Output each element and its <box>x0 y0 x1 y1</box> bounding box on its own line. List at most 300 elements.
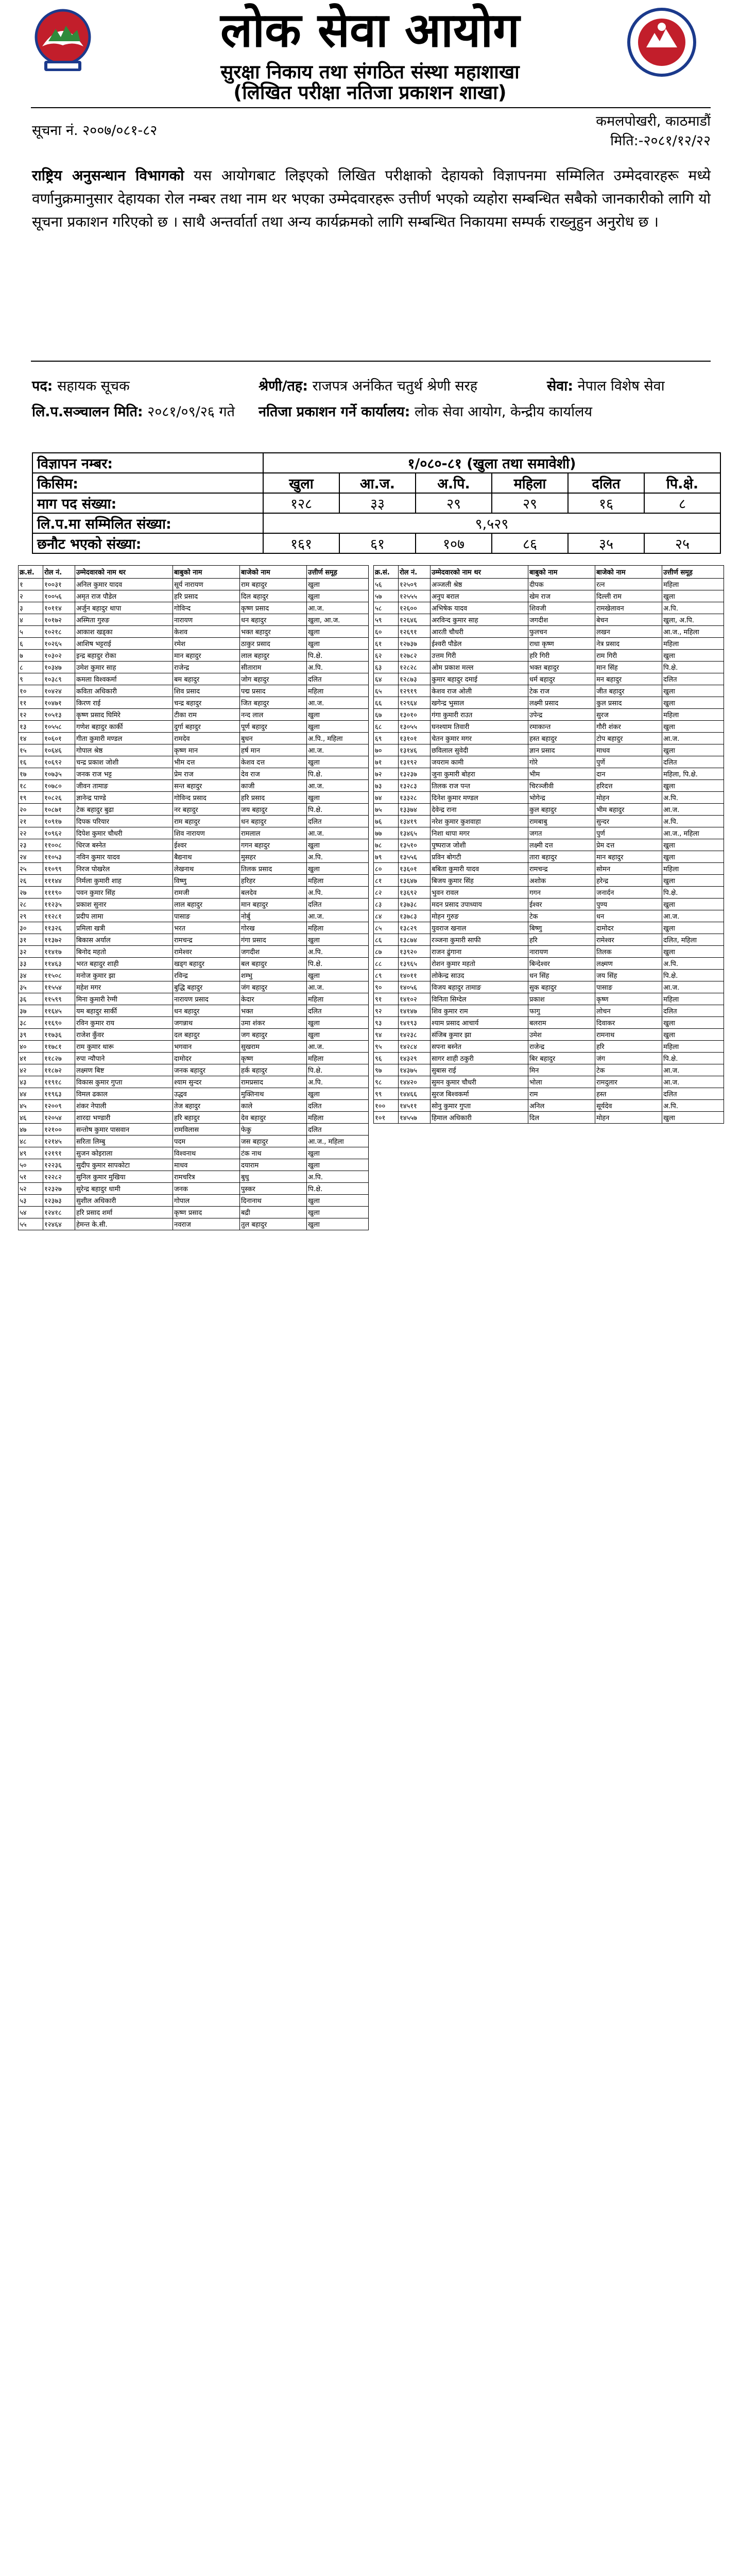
table-cell: १५ <box>19 744 43 756</box>
table-cell: ३ <box>19 602 43 614</box>
demand-label: माग पद संख्या: <box>32 493 263 513</box>
table-cell: रामचन्द्र <box>528 863 595 875</box>
table-cell: खुला <box>307 1017 369 1029</box>
table-cell: रामेश्वर <box>595 934 662 946</box>
table-cell: ३४ <box>19 970 43 981</box>
table-cell: मुसहर <box>240 851 307 863</box>
table-cell: माधव <box>595 744 662 756</box>
table-cell: जनार्दन <box>595 887 662 899</box>
table-cell: आ.ज., महिला <box>662 626 724 638</box>
table-cell: १३८२९ <box>399 922 431 934</box>
table-cell: खुला <box>307 1195 369 1207</box>
table-cell: १२८७३ <box>399 673 431 685</box>
table-cell: पासाङ <box>595 981 662 993</box>
table-cell: कुल बहादुर <box>528 804 595 816</box>
table-cell: महेश मगर <box>75 981 173 993</box>
table-cell: बिन्देश्वर <box>528 958 595 970</box>
table-cell: ३० <box>19 922 43 934</box>
table-cell: निशा थापा मगर <box>431 827 528 839</box>
table-cell: १०३४७ <box>43 662 75 673</box>
table-cell: अ.पि., महिला <box>307 733 369 744</box>
table-cell: हरि गिरी <box>528 650 595 662</box>
table-cell: पवन कुमार सिंह <box>75 887 173 899</box>
table-cell: जय सिंह <box>595 970 662 981</box>
ad-number: १/०८०-८१ (खुला तथा समावेशी) <box>263 453 720 473</box>
table-cell: ५७ <box>374 590 399 602</box>
table-row <box>19 638 369 650</box>
table-cell: महिला <box>307 1112 369 1124</box>
table-cell: गोरे <box>528 756 595 768</box>
table-cell: ८३ <box>374 899 399 910</box>
table-cell: धन सिंह <box>528 970 595 981</box>
notice-number <box>32 122 157 140</box>
table-cell: १३३७४ <box>399 804 431 816</box>
table-header-row <box>374 566 724 579</box>
table-row <box>19 827 369 839</box>
table-cell: ११८२७ <box>43 1053 75 1064</box>
table-cell: मोहन <box>595 792 662 804</box>
table-row <box>374 1053 724 1064</box>
post-label: पद: <box>32 378 53 394</box>
table-cell: खेम राज <box>528 590 595 602</box>
table-cell: अ.पि. <box>662 958 724 970</box>
table-cell: कृष्ण प्रसाद <box>173 1207 240 1218</box>
table-cell: ९५ <box>374 1041 399 1053</box>
table-cell: पि.क्षे. <box>662 662 724 673</box>
table-row <box>19 1041 369 1053</box>
table-cell: अ.पि. <box>662 792 724 804</box>
table-cell: खड्ग बहादुर <box>173 958 240 970</box>
table-cell: ४५ <box>19 1100 43 1112</box>
table-cell: ६२ <box>374 650 399 662</box>
table-cell: राजेश कुँवर <box>75 1029 173 1041</box>
table-cell: रमाकान्त <box>528 721 595 733</box>
table-cell: गौरी शंकर <box>595 721 662 733</box>
info-divider <box>31 361 711 362</box>
table-cell: सागर शाही ठकुरी <box>431 1053 528 1064</box>
ad-label: विज्ञापन नम्बर: <box>32 453 263 473</box>
table-row <box>374 981 724 993</box>
table-cell: ८१ <box>374 875 399 887</box>
table-cell: ११२३५ <box>43 899 75 910</box>
table-row <box>19 1195 369 1207</box>
table-cell: जनक <box>173 1183 240 1195</box>
table-cell: ११९६३ <box>43 1088 75 1100</box>
table-row <box>19 733 369 744</box>
table-cell: खुला <box>307 934 369 946</box>
table-cell: माधव <box>173 1159 240 1171</box>
table-cell: नर बहादुर <box>173 804 240 816</box>
table-row <box>19 934 369 946</box>
table-cell: शिव नारायण <box>173 827 240 839</box>
table-cell: १४३२९ <box>399 1053 431 1064</box>
table-cell: २७ <box>19 887 43 899</box>
table-cell: दुर्गा बहादुर <box>173 721 240 733</box>
table-cell: महिला <box>307 685 369 697</box>
table-cell: गोपाल श्रेष्ठ <box>75 744 173 756</box>
table-row <box>374 579 724 590</box>
table-row <box>19 602 369 614</box>
table-cell: आशिष भट्टराई <box>75 638 173 650</box>
table-cell: पद्म प्रसाद <box>240 685 307 697</box>
table-row <box>374 946 724 958</box>
summary-row-applicants <box>32 513 720 533</box>
table-cell: ११५५४ <box>43 981 75 993</box>
table-cell: ८८ <box>374 958 399 970</box>
table-cell: खुला <box>307 590 369 602</box>
table-cell: केशव <box>173 626 240 638</box>
table-cell: १०५५८ <box>43 721 75 733</box>
table-cell: १२५०९ <box>399 579 431 590</box>
table-cell: कमला विश्वकर्मा <box>75 673 173 685</box>
table-cell: ९३ <box>374 1017 399 1029</box>
table-cell: गोविन्द प्रसाद <box>173 792 240 804</box>
table-cell: दिल <box>528 1112 595 1124</box>
table-cell: खुला <box>307 1147 369 1159</box>
table-cell: १२६४६ <box>399 614 431 626</box>
table-cell: ८२ <box>374 887 399 899</box>
table-cell: हरेन्द्र <box>595 875 662 887</box>
table-cell: महिला, पि.क्षे. <box>662 768 724 780</box>
table-row <box>374 863 724 875</box>
table-cell: ५ <box>19 626 43 638</box>
table-cell: आ.ज. <box>662 733 724 744</box>
table-cell: २९ <box>19 910 43 922</box>
table-cell: धन बहादुर <box>240 816 307 827</box>
table-cell: ७५ <box>374 804 399 816</box>
table-cell: २८ <box>19 899 43 910</box>
table-cell: युवराज खनाल <box>431 922 528 934</box>
page-title: लोक सेवा आयोग <box>220 3 520 58</box>
table-cell: हर्क बहादुर <box>240 1064 307 1076</box>
table-cell: दिनानाथ <box>240 1195 307 1207</box>
table-cell: रामप्रसाद <box>240 1076 307 1088</box>
notice-date-value: २०८१/१२/२२ <box>643 133 711 149</box>
table-row <box>19 816 369 827</box>
col-header-sn: क्र.सं. <box>19 566 43 579</box>
table-row <box>19 1017 369 1029</box>
table-cell: लक्ष्मण <box>595 958 662 970</box>
table-cell: धर्म बहादुर <box>528 673 595 685</box>
table-cell: जुना कुमारी बोहरा <box>431 768 528 780</box>
table-cell: देवेन्द्र राना <box>431 804 528 816</box>
table-cell: ५२ <box>19 1183 43 1195</box>
table-cell: १२००९ <box>43 1100 75 1112</box>
table-cell: केशव दत्त <box>240 756 307 768</box>
table-cell: ३३ <box>19 958 43 970</box>
table-cell: तुल बहादुर <box>240 1218 307 1230</box>
table-cell: गणेश बहादुर कार्की <box>75 721 173 733</box>
table-cell: दलित <box>662 756 724 768</box>
table-cell: सोनु कुमार गुप्ता <box>431 1100 528 1112</box>
table-cell: यम बहादुर सार्की <box>75 1005 173 1017</box>
table-cell: खुला <box>307 1159 369 1171</box>
table-row <box>19 780 369 792</box>
table-cell: ४६ <box>19 1112 43 1124</box>
table-cell: उपेन्द्र <box>528 709 595 721</box>
table-cell: १३२८३ <box>399 780 431 792</box>
table-cell: महिला <box>307 993 369 1005</box>
table-cell: १२०५४ <box>43 1112 75 1124</box>
table-cell: अनिल कुमार यादव <box>75 579 173 590</box>
table-cell: ५० <box>19 1159 43 1171</box>
table-cell: ६७ <box>374 709 399 721</box>
table-cell: ७८ <box>374 839 399 851</box>
col-header-grandfather: बाजेको नाम <box>595 566 662 579</box>
demand-cell: ३३ <box>339 493 416 513</box>
table-cell: अ.पि. <box>307 1076 369 1088</box>
table-cell: आ.ज. <box>307 1041 369 1053</box>
results-body-right <box>374 579 724 1124</box>
table-cell: पुर्णे <box>595 756 662 768</box>
table-cell: खुला <box>662 899 724 910</box>
table-cell: दलित <box>307 1124 369 1136</box>
table-cell: खुला <box>662 590 724 602</box>
table-cell: जित बहादुर <box>240 697 307 709</box>
table-cell: ४३ <box>19 1076 43 1088</box>
table-cell: भीम दत्त <box>173 756 240 768</box>
table-row <box>19 875 369 887</box>
table-cell: कविता अधिकारी <box>75 685 173 697</box>
table-cell: दलित <box>307 1005 369 1017</box>
table-cell: धिरज बस्नेत <box>75 839 173 851</box>
table-cell: अ.पि. <box>307 946 369 958</box>
results-column-left <box>18 565 368 2576</box>
table-cell: आ.ज. <box>307 780 369 792</box>
table-cell: भक्त बहादुर <box>240 626 307 638</box>
table-cell: अ.पि. <box>307 662 369 673</box>
table-row <box>374 638 724 650</box>
table-cell: १०४२४ <box>43 685 75 697</box>
table-cell: महिला <box>307 922 369 934</box>
table-cell: १ <box>19 579 43 590</box>
table-cell: भीम बहादुर <box>595 804 662 816</box>
table-cell: ११ <box>19 697 43 709</box>
table-cell: मुक्तिनाथ <box>240 1088 307 1100</box>
table-cell: खुला <box>307 638 369 650</box>
col-header-grandfather: बाजेको नाम <box>240 566 307 579</box>
table-cell: कृष्ण प्रसाद <box>240 602 307 614</box>
table-cell: आ.ज. <box>662 910 724 922</box>
table-cell: कृष्ण मान <box>173 744 240 756</box>
col-header-name: उम्मेदवारको नाम थर <box>75 566 173 579</box>
office-value: लोक सेवा आयोग, केन्द्रीय कार्यालय <box>414 404 593 420</box>
table-cell: १०६९२ <box>43 756 75 768</box>
table-row <box>19 851 369 863</box>
table-cell: लखन <box>595 626 662 638</box>
table-cell: रत्न <box>595 579 662 590</box>
table-cell: खुला <box>307 1207 369 1218</box>
table-cell: सुरज <box>595 709 662 721</box>
table-cell: हरि बहादुर <box>173 1112 240 1124</box>
table-cell: महिला <box>662 579 724 590</box>
table-cell: ६९ <box>374 733 399 744</box>
table-cell: ११७३६ <box>43 1029 75 1041</box>
table-cell: २३ <box>19 839 43 851</box>
table-row <box>374 697 724 709</box>
table-cell: भोगेन्द्र <box>528 792 595 804</box>
table-cell: खुला <box>662 650 724 662</box>
service-value: नेपाल विशेष सेवा <box>577 378 665 394</box>
table-row <box>19 1159 369 1171</box>
table-cell: हस्त बहादुर <box>528 733 595 744</box>
office-field <box>259 402 592 422</box>
table-cell: टेक <box>528 910 595 922</box>
table-cell: दामोदर <box>173 1053 240 1064</box>
table-cell: पासाङ <box>173 910 240 922</box>
table-row <box>374 744 724 756</box>
table-cell: राम बहादुर <box>173 816 240 827</box>
table-cell: अनिल <box>528 1100 595 1112</box>
table-cell: ४७ <box>19 1124 43 1136</box>
table-cell: सन्तोष कुमार पासवान <box>75 1124 173 1136</box>
table-cell: १०२६५ <box>43 638 75 650</box>
passed-cell: २५ <box>644 533 720 553</box>
table-cell: १४१०२ <box>399 993 431 1005</box>
table-cell: सुक बहादुर <box>528 981 595 993</box>
table-cell: १०११४ <box>43 602 75 614</box>
table-cell: दलित <box>662 1005 724 1017</box>
table-row <box>19 946 369 958</box>
category-field <box>259 376 477 397</box>
table-cell: २४ <box>19 851 43 863</box>
table-cell: ११२८१ <box>43 910 75 922</box>
table-cell: १३६४७ <box>399 875 431 887</box>
passed-cell: ८६ <box>492 533 568 553</box>
table-cell: भरत बहादुर शाही <box>75 958 173 970</box>
table-cell: खगेन्द्र भुसाल <box>431 697 528 709</box>
table-cell: निरज पोखरेल <box>75 863 173 875</box>
table-cell: सूर्यदेव <box>595 1100 662 1112</box>
col-header-group: उत्तीर्ण समूह <box>307 566 369 579</box>
table-cell: १०८७१ <box>43 804 75 816</box>
table-cell: १३१४६ <box>399 744 431 756</box>
table-cell: आ.ज. <box>662 1064 724 1076</box>
passed-cell: १६१ <box>263 533 339 553</box>
table-cell: ३२ <box>19 946 43 958</box>
table-cell: ११८७२ <box>43 1064 75 1076</box>
table-row <box>19 768 369 780</box>
table-cell: १२६०० <box>399 602 431 614</box>
table-cell: नविन कुमार यादव <box>75 851 173 863</box>
table-row <box>374 626 724 638</box>
table-cell: १३५५६ <box>399 851 431 863</box>
groups-label: किसिम: <box>32 473 263 493</box>
table-cell: बिर बहादुर <box>528 1053 595 1064</box>
table-cell: सन्त बहादुर <box>173 780 240 792</box>
table-cell: ८७ <box>374 946 399 958</box>
table-cell: जगदीश <box>528 614 595 626</box>
table-row <box>374 1112 724 1124</box>
table-cell: हरि प्रसाद <box>240 792 307 804</box>
table-row <box>19 863 369 875</box>
passed-cell: ६१ <box>339 533 416 553</box>
table-row <box>19 744 369 756</box>
table-cell: गीता कुमारी मण्डल <box>75 733 173 744</box>
table-row <box>19 662 369 673</box>
table-cell: पदम <box>173 1136 240 1147</box>
table-cell: १०४७१ <box>43 697 75 709</box>
table-cell: आ.ज. <box>307 697 369 709</box>
table-row <box>374 1100 724 1112</box>
table-cell: ४९ <box>19 1147 43 1159</box>
table-cell: भोला <box>528 1076 595 1088</box>
table-cell: रमेश <box>173 638 240 650</box>
table-cell: पि.क्षे. <box>307 804 369 816</box>
table-cell: सोमन <box>595 863 662 875</box>
table-cell: १४३७५ <box>399 1064 431 1076</box>
table-cell: ६३ <box>374 662 399 673</box>
table-cell: १४४६६ <box>399 1088 431 1100</box>
notice-number-label: सूचना नं. <box>32 123 78 139</box>
table-cell: १३५१० <box>399 839 431 851</box>
table-cell: पि.क्षे. <box>662 887 724 899</box>
table-cell: महिला <box>662 709 724 721</box>
table-cell: प्रेम दत्त <box>595 839 662 851</box>
table-row <box>374 993 724 1005</box>
table-cell: बल बहादुर <box>240 958 307 970</box>
table-row <box>374 934 724 946</box>
table-cell: खुला <box>307 1218 369 1230</box>
table-cell: पि.क्षे. <box>307 650 369 662</box>
col-header-name: उम्मेदवारको नाम थर <box>431 566 528 579</box>
table-cell: खुला <box>307 1029 369 1041</box>
results-body-left <box>19 579 369 1230</box>
table-cell: ६१ <box>374 638 399 650</box>
table-cell: बद्री <box>240 1207 307 1218</box>
table-cell: दिल बहादुर <box>240 590 307 602</box>
table-cell: १३७३८ <box>399 899 431 910</box>
table-cell: २६ <box>19 875 43 887</box>
table-cell: राम गिरी <box>595 650 662 662</box>
office-label: नतिजा प्रकाशन गर्ने कार्यालय: <box>259 404 410 420</box>
table-cell: १० <box>19 685 43 697</box>
table-cell: नन्द लाल <box>240 709 307 721</box>
table-cell: ११९१८ <box>43 1076 75 1088</box>
table-cell: मनोज कुमार झा <box>75 970 173 981</box>
table-cell: सुनिल कुमार मुखिया <box>75 1171 173 1183</box>
notice-date-label: मिति:- <box>610 133 644 149</box>
table-cell: खुला <box>307 626 369 638</box>
table-cell: विकास कुमार गुप्ता <box>75 1076 173 1088</box>
exam-date-value: २०८१/०९/२६ गते <box>147 404 235 420</box>
psc-seal-icon <box>626 6 698 78</box>
table-cell: केदार <box>240 993 307 1005</box>
table-cell: कुमार बहादुर दमाई <box>431 673 528 685</box>
table-cell: १२२३६ <box>43 1159 75 1171</box>
table-cell: २५ <box>19 863 43 875</box>
table-cell: उद्धव <box>173 1088 240 1100</box>
table-cell: १०३०२ <box>43 650 75 662</box>
table-cell: हेमन्त के.सी. <box>75 1218 173 1230</box>
table-cell: ९६ <box>374 1053 399 1064</box>
table-row <box>374 673 724 685</box>
table-cell: भीम <box>528 768 595 780</box>
table-cell: रविन्द्र <box>173 970 240 981</box>
table-cell: १११९० <box>43 887 75 899</box>
table-cell: तारा बहादुर <box>528 851 595 863</box>
table-cell: खुला <box>662 1029 724 1041</box>
table-cell: ओम प्रकाश मल्ल <box>431 662 528 673</box>
table-cell: १२७८२ <box>399 650 431 662</box>
table-cell: ११५०८ <box>43 970 75 981</box>
table-cell: १३३२८ <box>399 792 431 804</box>
table-row <box>19 1088 369 1100</box>
table-cell: २१ <box>19 816 43 827</box>
table-cell: खुला, आ.ज. <box>307 614 369 626</box>
table-cell: ४१ <box>19 1053 43 1064</box>
table-row <box>19 899 369 910</box>
